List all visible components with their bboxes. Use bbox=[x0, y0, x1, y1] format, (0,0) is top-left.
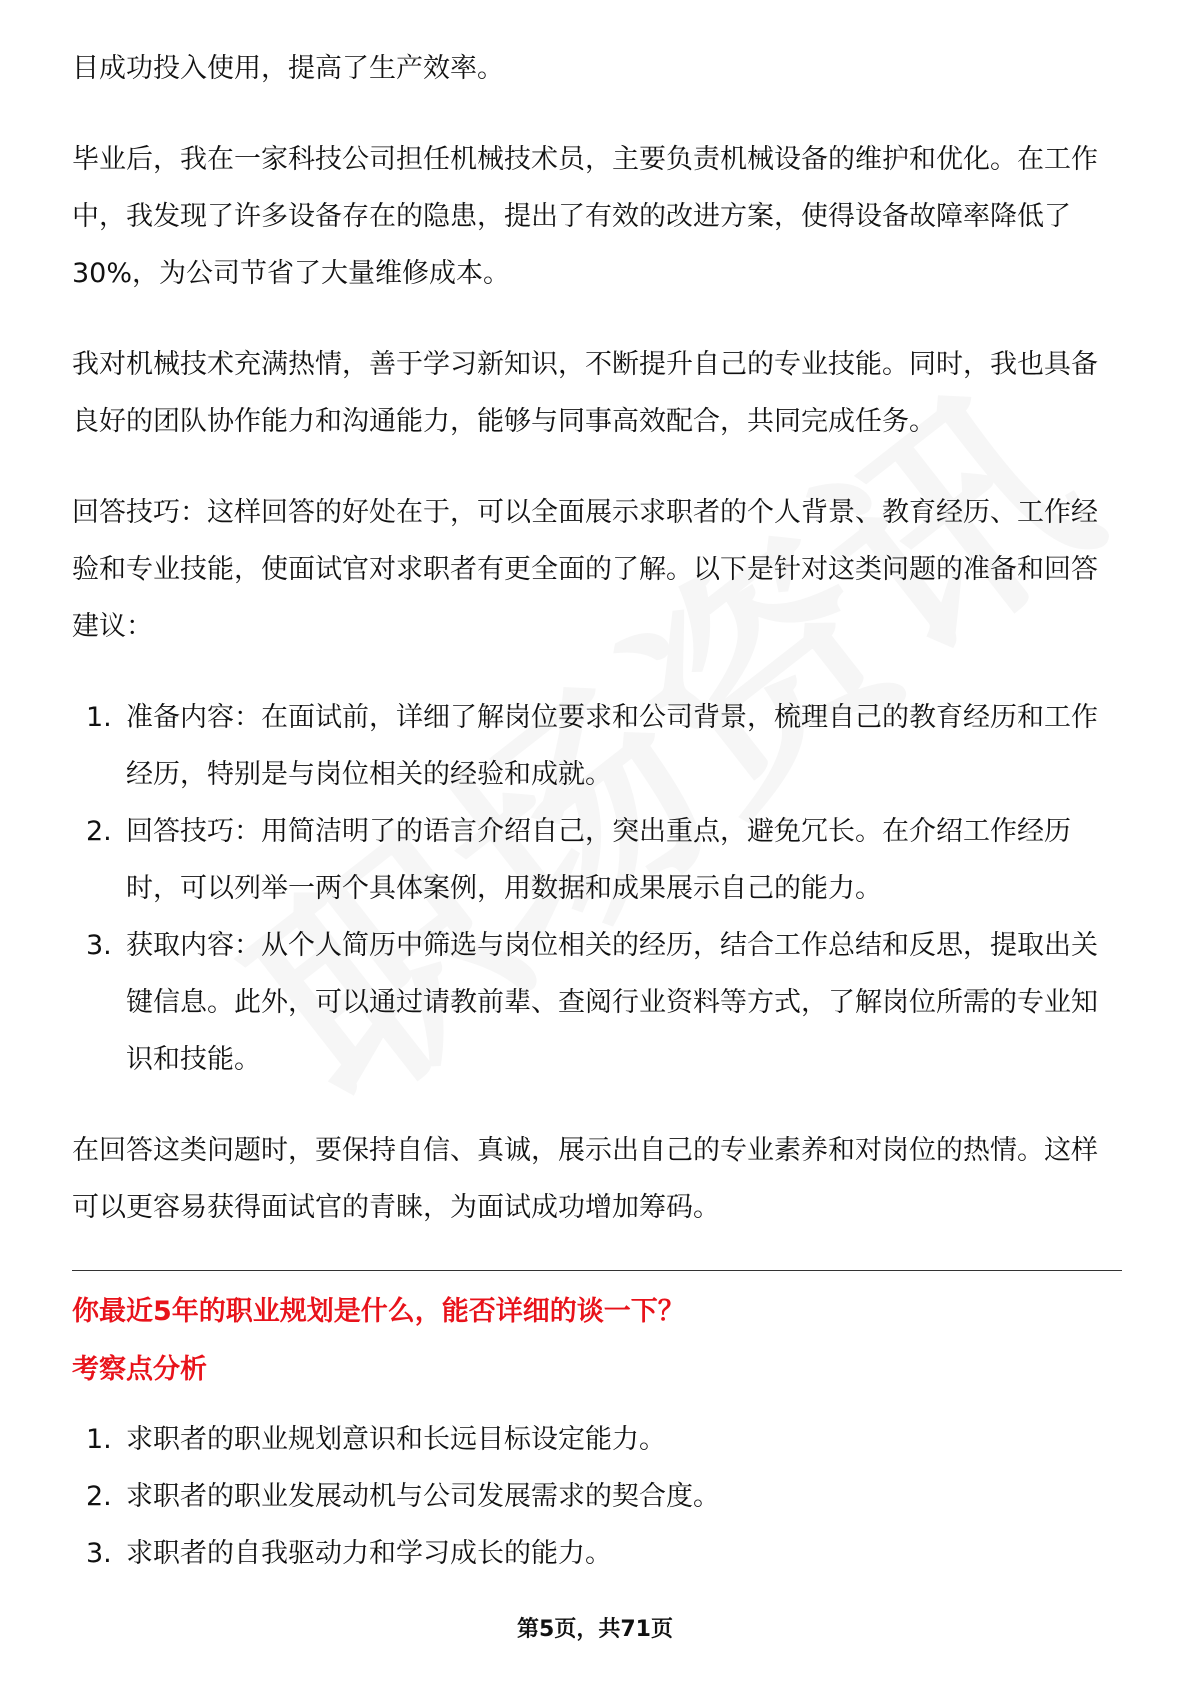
list-item bbox=[72, 1411, 1122, 1468]
paragraph: 目成功投入使用，提高了生产效率。 bbox=[72, 53, 504, 84]
tips-list bbox=[72, 689, 1122, 1088]
paragraph: 我对机械技术充满热情，善于学习新知识，不断提升自己的专业技能。同时，我也具备良好的团队协作能力和沟通能力，能够与同事高效配合，共同完成任务。 bbox=[72, 349, 1098, 437]
list-item bbox=[72, 1525, 1122, 1582]
list-item bbox=[72, 689, 1122, 803]
list-item bbox=[72, 1468, 1122, 1525]
list-item-number: 1. bbox=[86, 702, 112, 733]
list-item bbox=[72, 917, 1122, 1088]
list-item-text: 回答技巧：用简洁明了的语言介绍自己，突出重点，避免冗长。在介绍工作经历时，可以列举一两个具体案例，用数据和成果展示自己的能力。 bbox=[126, 816, 1071, 904]
analysis-heading: 考察点分析 bbox=[72, 1354, 207, 1385]
page-content bbox=[72, 40, 1122, 1616]
analysis-list bbox=[72, 1411, 1122, 1582]
interview-question: 你最近5年的职业规划是什么，能否详细的谈一下？ bbox=[72, 1296, 685, 1327]
list-item-number: 2. bbox=[86, 816, 112, 847]
closing-paragraph: 在回答这类问题时，要保持自信、真诚，展示出自己的专业素养和对岗位的热情。这样可以更容易获得面试官的青睐，为面试成功增加筹码。 bbox=[72, 1135, 1098, 1223]
list-item-number: 2. bbox=[86, 1481, 112, 1512]
list-item-number: 3. bbox=[86, 1538, 112, 1569]
page-footer: 第5页，共71页 bbox=[517, 1617, 673, 1642]
list-item-number: 3. bbox=[86, 930, 112, 961]
list-item-text: 获取内容：从个人简历中筛选与岗位相关的经历，结合工作总结和反思，提取出关键信息。此外，可以通过请教前辈、查阅行业资料等方式，了解岗位所需的专业知识和技能。 bbox=[126, 930, 1098, 1075]
list-item-text: 求职者的职业发展动机与公司发展需求的契合度。 bbox=[126, 1481, 720, 1512]
list-item-text: 准备内容：在面试前，详细了解岗位要求和公司背景，梳理自己的教育经历和工作经历，特别是与岗位相关的经验和成就。 bbox=[126, 702, 1098, 790]
list-item-text: 求职者的自我驱动力和学习成长的能力。 bbox=[126, 1538, 612, 1569]
list-item-text: 求职者的职业规划意识和长远目标设定能力。 bbox=[126, 1424, 666, 1455]
paragraph: 毕业后，我在一家科技公司担任机械技术员，主要负责机械设备的维护和优化。在工作中，我发现了许多设备存在的隐患，提出了有效的改进方案，使得设备故障率降低了30%，为公司节省了大量维修成本。 bbox=[72, 144, 1098, 289]
paragraph: 回答技巧：这样回答的好处在于，可以全面展示求职者的个人背景、教育经历、工作经验和专业技能，使面试官对求职者有更全面的了解。以下是针对这类问题的准备和回答建议： bbox=[72, 497, 1098, 642]
list-item-number: 1. bbox=[86, 1424, 112, 1455]
section-divider bbox=[72, 1270, 1122, 1271]
list-item bbox=[72, 803, 1122, 917]
